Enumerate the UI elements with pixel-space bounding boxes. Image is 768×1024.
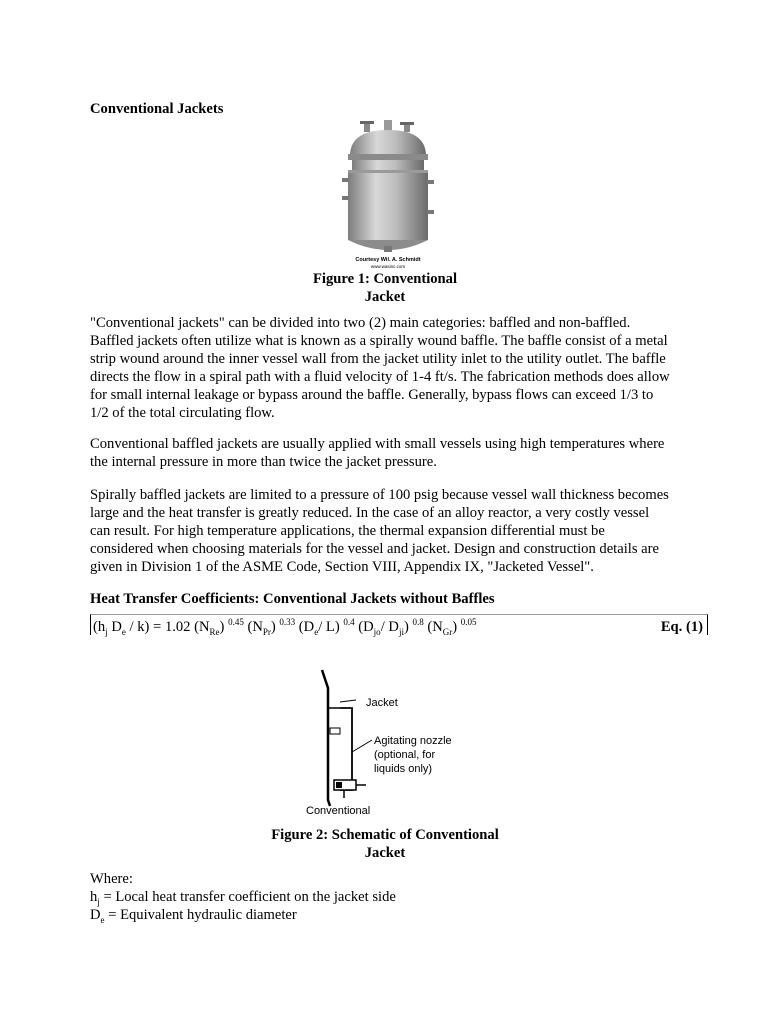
figure2-caption: Figure 2: Schematic of Conventional Jacket: [271, 827, 499, 861]
section-title-heat-transfer: Heat Transfer Coefficients: Conventional Jackets without Baffles: [90, 591, 495, 607]
definition-hj: $h_j$ = Local heat transfer coefficient on the jacket side: [90, 889, 396, 907]
jacket-schematic: [300, 668, 480, 820]
vessel-photo: [338, 120, 438, 272]
paragraph-1: "Conventional jackets" can be divided into two (2) main categories: baffled and non-baffled. Baffled jackets often utilize what is known as a spirally wound baffle. The baffle consist of a metal strip wound around the inner vessel wall from the jacket utility inlet to the utility outlet. The baffle directs the flow in a spiral path with a fluid velocity of 1-4 ft/s. The fabrication methods does allow for small internal leakage or bypass around the baffle. Generally, bypass flows can exceed 1/3 to 1/2 of the total circulating flow.: [90, 315, 670, 421]
equation-box: [90, 614, 708, 635]
paragraph-3: Spirally baffled jackets are limited to a pressure of 100 psig because vessel wall thickness becomes large and the heat transfer is greatly reduced. In the case of an alloy reactor, a very costly vessel can result. For high temperature applications, the thermal expansion differential must be considered when choosing materials for the vessel and jacket. Design and construction details are given in Division 1 of the ASME Code, Section VIII, Appendix IX, "Jacketed Vessel".: [90, 487, 669, 575]
paragraph-2: Conventional baffled jackets are usually applied with small vessels using high temperatures where the internal pressure in more than twice the jacket pressure.: [90, 436, 665, 470]
where-block: [90, 870, 396, 924]
label-nozzle-3: liquids only): [374, 763, 433, 775]
section-title: Conventional Jackets: [90, 101, 224, 117]
equation-label: Eq. (1): [660, 619, 703, 635]
figure1-credit-1: Courtesy Wil. A. Schmidt: [355, 257, 421, 263]
label-jacket: Jacket: [366, 697, 398, 709]
where-heading: Where:: [90, 871, 133, 887]
label-nozzle-2: (optional, for: [374, 749, 436, 761]
label-nozzle-1: Agitating nozzle: [374, 735, 452, 747]
label-conventional: Conventional: [306, 805, 371, 817]
definition-de: $D_e$ = Equivalent hydraulic diameter: [90, 907, 297, 925]
figure1-caption: Figure 1: Conventional Jacket: [312, 271, 458, 305]
figure1-credit-2: www.wasinc.com: [370, 264, 406, 269]
equation-formula: ($h_j$ $D_e / k) = 1.02$ $(N_{Re})$ $^{0.45}$ $(N_{Pr})$ $^{0.33}$ ($D_e/$ L) $^{0.4}$ ($D_{jo}/$ $D_{ji}$) $^{0.8}$ $(N_{Gr})$ $^{0.05}$: [93, 617, 477, 637]
